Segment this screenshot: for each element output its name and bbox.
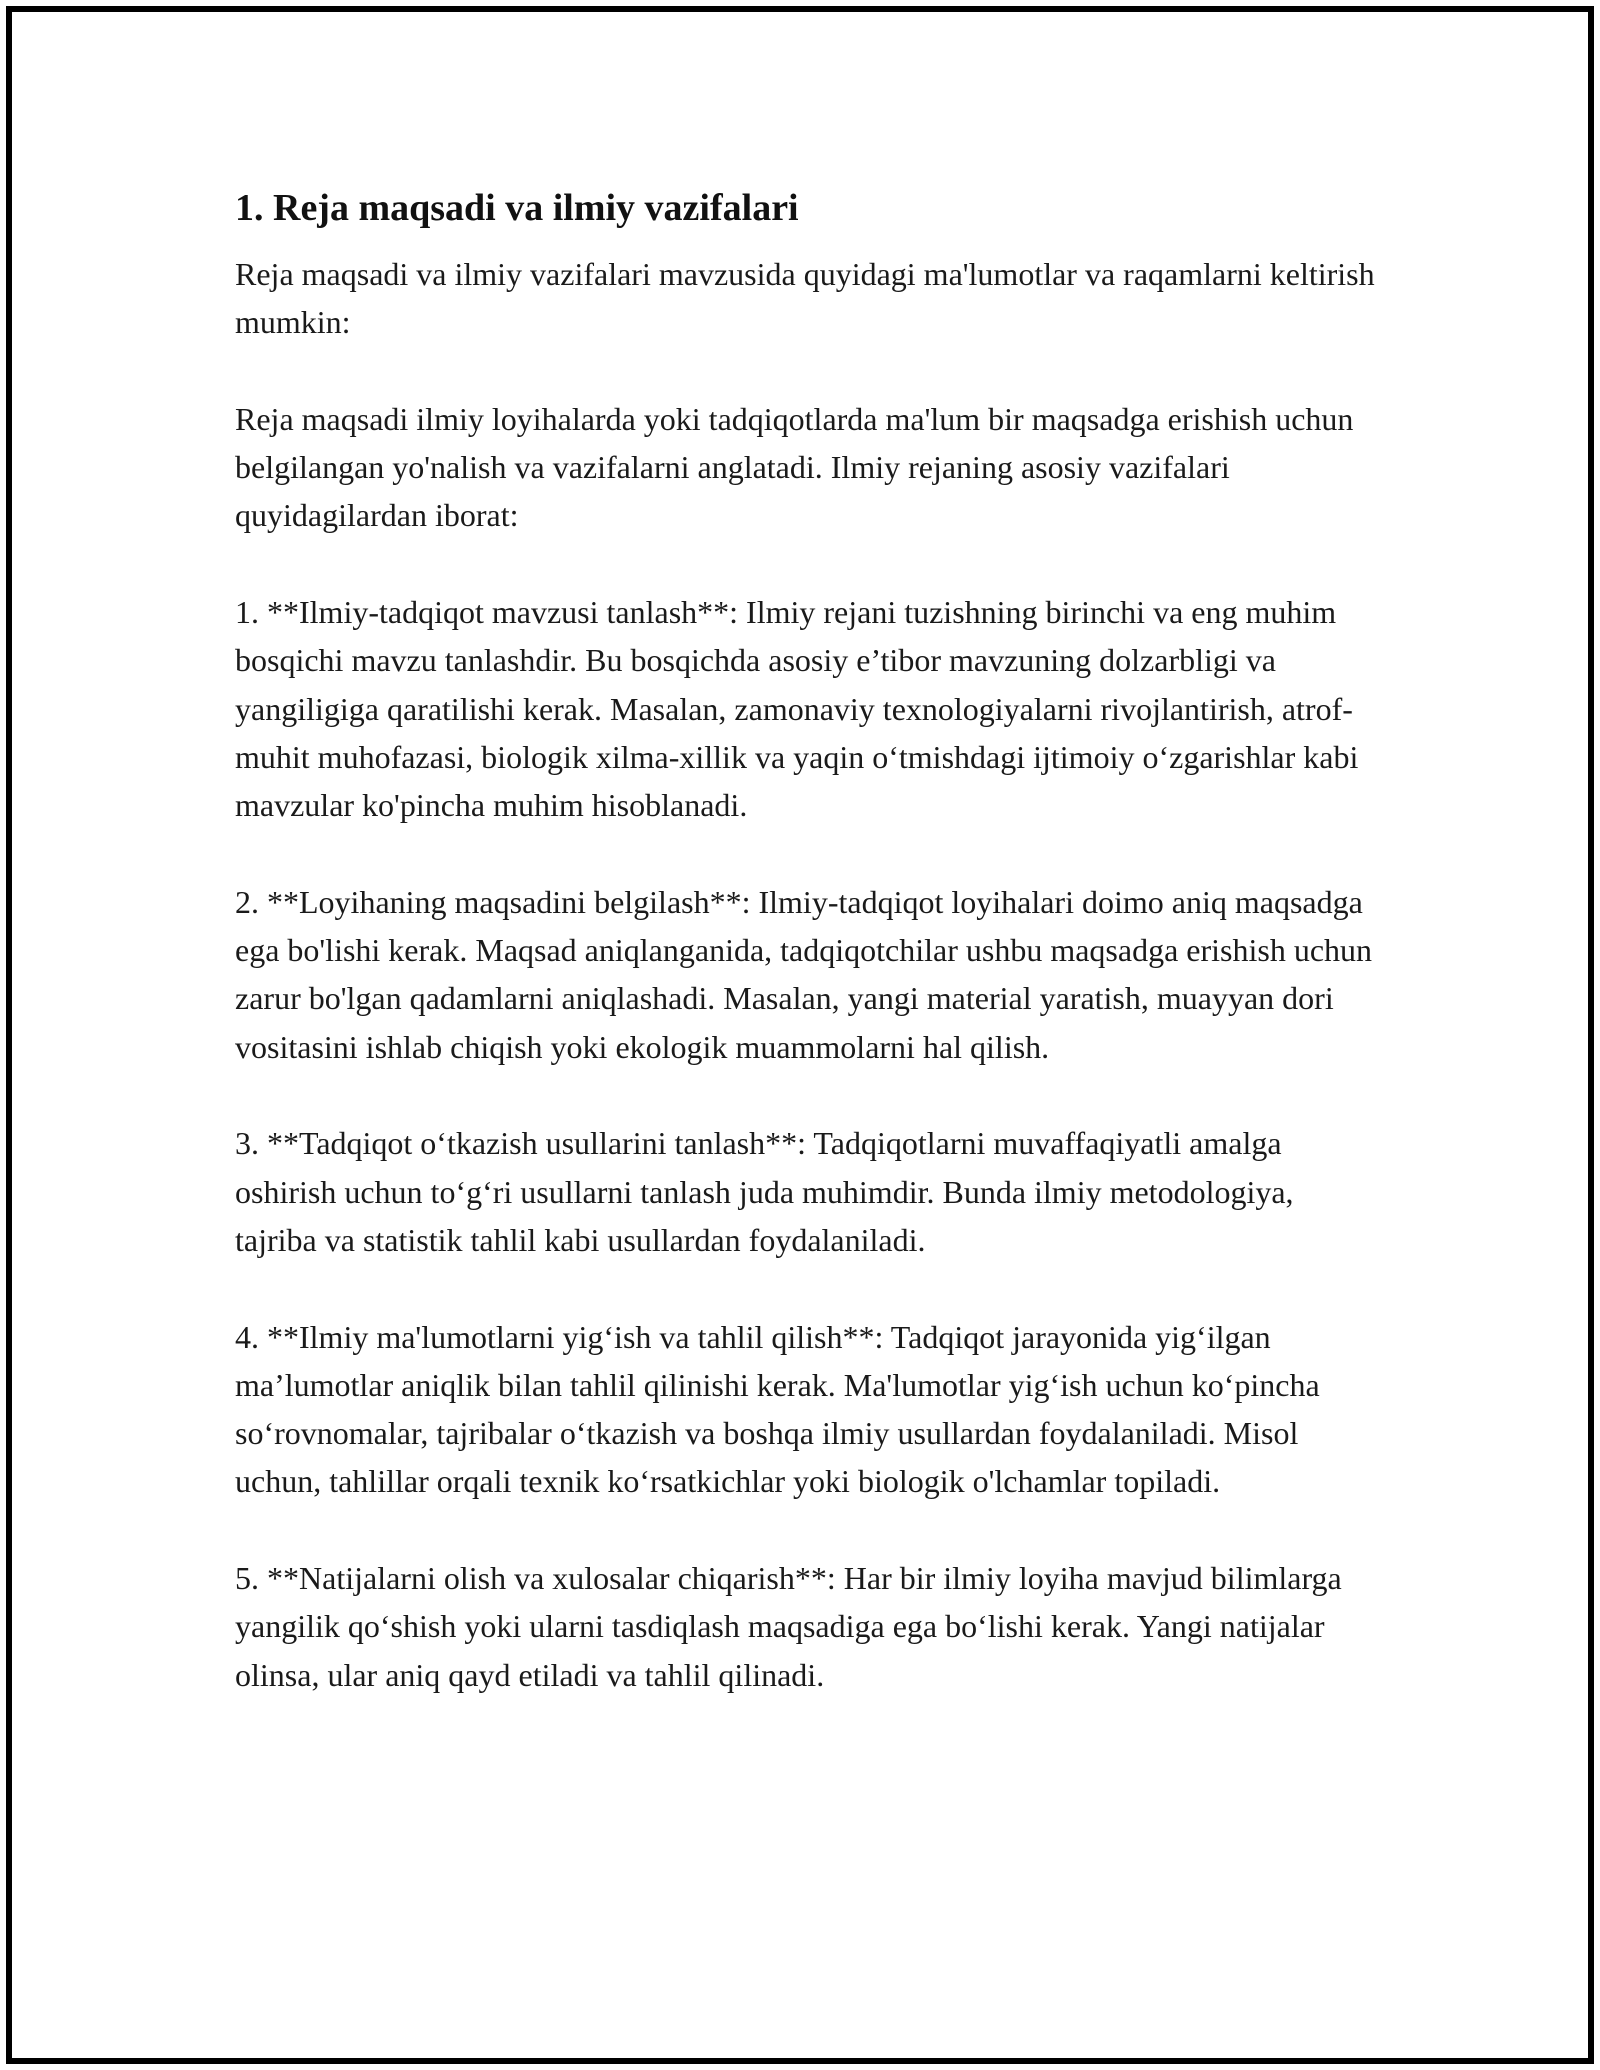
section-title: 1. Reja maqsadi va ilmiy vazifalari [235,187,799,229]
intro-paragraph: Reja maqsadi va ilmiy vazifalari mavzusida quyidagi ma'lumotlar va raqamlarni keltirish mumkin: [235,256,1375,341]
document-body [235,184,1375,1747]
list-item-4: 4. **Ilmiy ma'lumotlarni yig‘ish va tahlil qilish**: Tadqiqot jarayonida yig‘ilgan ma’lumotlar aniqlik bilan tahlil qilinishi kerak. Ma'lumotlar yig‘ish uchun ko‘pincha so‘rovnomalar, tajribalar o‘tkazish va boshqa ilmiy usullardan foydalaniladi. Misol uchun, tahlillar orqali texnik ko‘rsatkichlar yoki biologik o'lchamlar topiladi. [235,1318,1320,1500]
list-item-1: 1. **Ilmiy-tadqiqot mavzusi tanlash**: Ilmiy rejani tuzishning birinchi va eng muhim bosqichi mavzu tanlashdir. Bu bosqichda asosiy e’tibor mavzuning dolzarbligi va yangiligiga qaratilishi kerak. Masalan, zamonaviy texnologiyalarni rivojlantirish, atrof-muhit muhofazasi, biologik xilma-xillik va yaqin o‘tmishdagi ijtimoiy o‘zgarishlar kabi mavzular ko'pincha muhim hisoblanadi. [235,594,1359,824]
definition-paragraph: Reja maqsadi ilmiy loyihalarda yoki tadqiqotlarda ma'lum bir maqsadga erishish uchun belgilangan yo'nalish va vazifalarni anglatadi. Ilmiy rejaning asosiy vazifalari quyidagilardan iborat: [235,400,1354,534]
list-item-3: 3. **Tadqiqot o‘tkazish usullarini tanlash**: Tadqiqotlarni muvaffaqiyatli amalga oshirish uchun to‘g‘ri usullarni tanlash juda muhimdir. Bunda ilmiy metodologiya, tajriba va statistik tahlil kabi usullardan foydalaniladi. [235,1125,1294,1258]
list-item-5: 5. **Natijalarni olish va xulosalar chiqarish**: Har bir ilmiy loyiha mavjud bilimlarga yangilik qo‘shish yoki ularni tasdiqlash maqsadiga ega bo‘lishi kerak. Yangi natijalar olinsa, ular aniq qayd etiladi va tahlil qilinadi. [235,1560,1342,1693]
list-item-2: 2. **Loyihaning maqsadini belgilash**: Ilmiy-tadqiqot loyihalari doimo aniq maqsadga ega bo'lishi kerak. Maqsad aniqlanganida, tadqiqotchilar ushbu maqsadga erishish uchun zarur bo'lgan qadamlarni aniqlashadi. Masalan, yangi material yaratish, muayyan dori vositasini ishlab chiqish yoki ekologik muammolarni hal qilish. [235,883,1373,1065]
